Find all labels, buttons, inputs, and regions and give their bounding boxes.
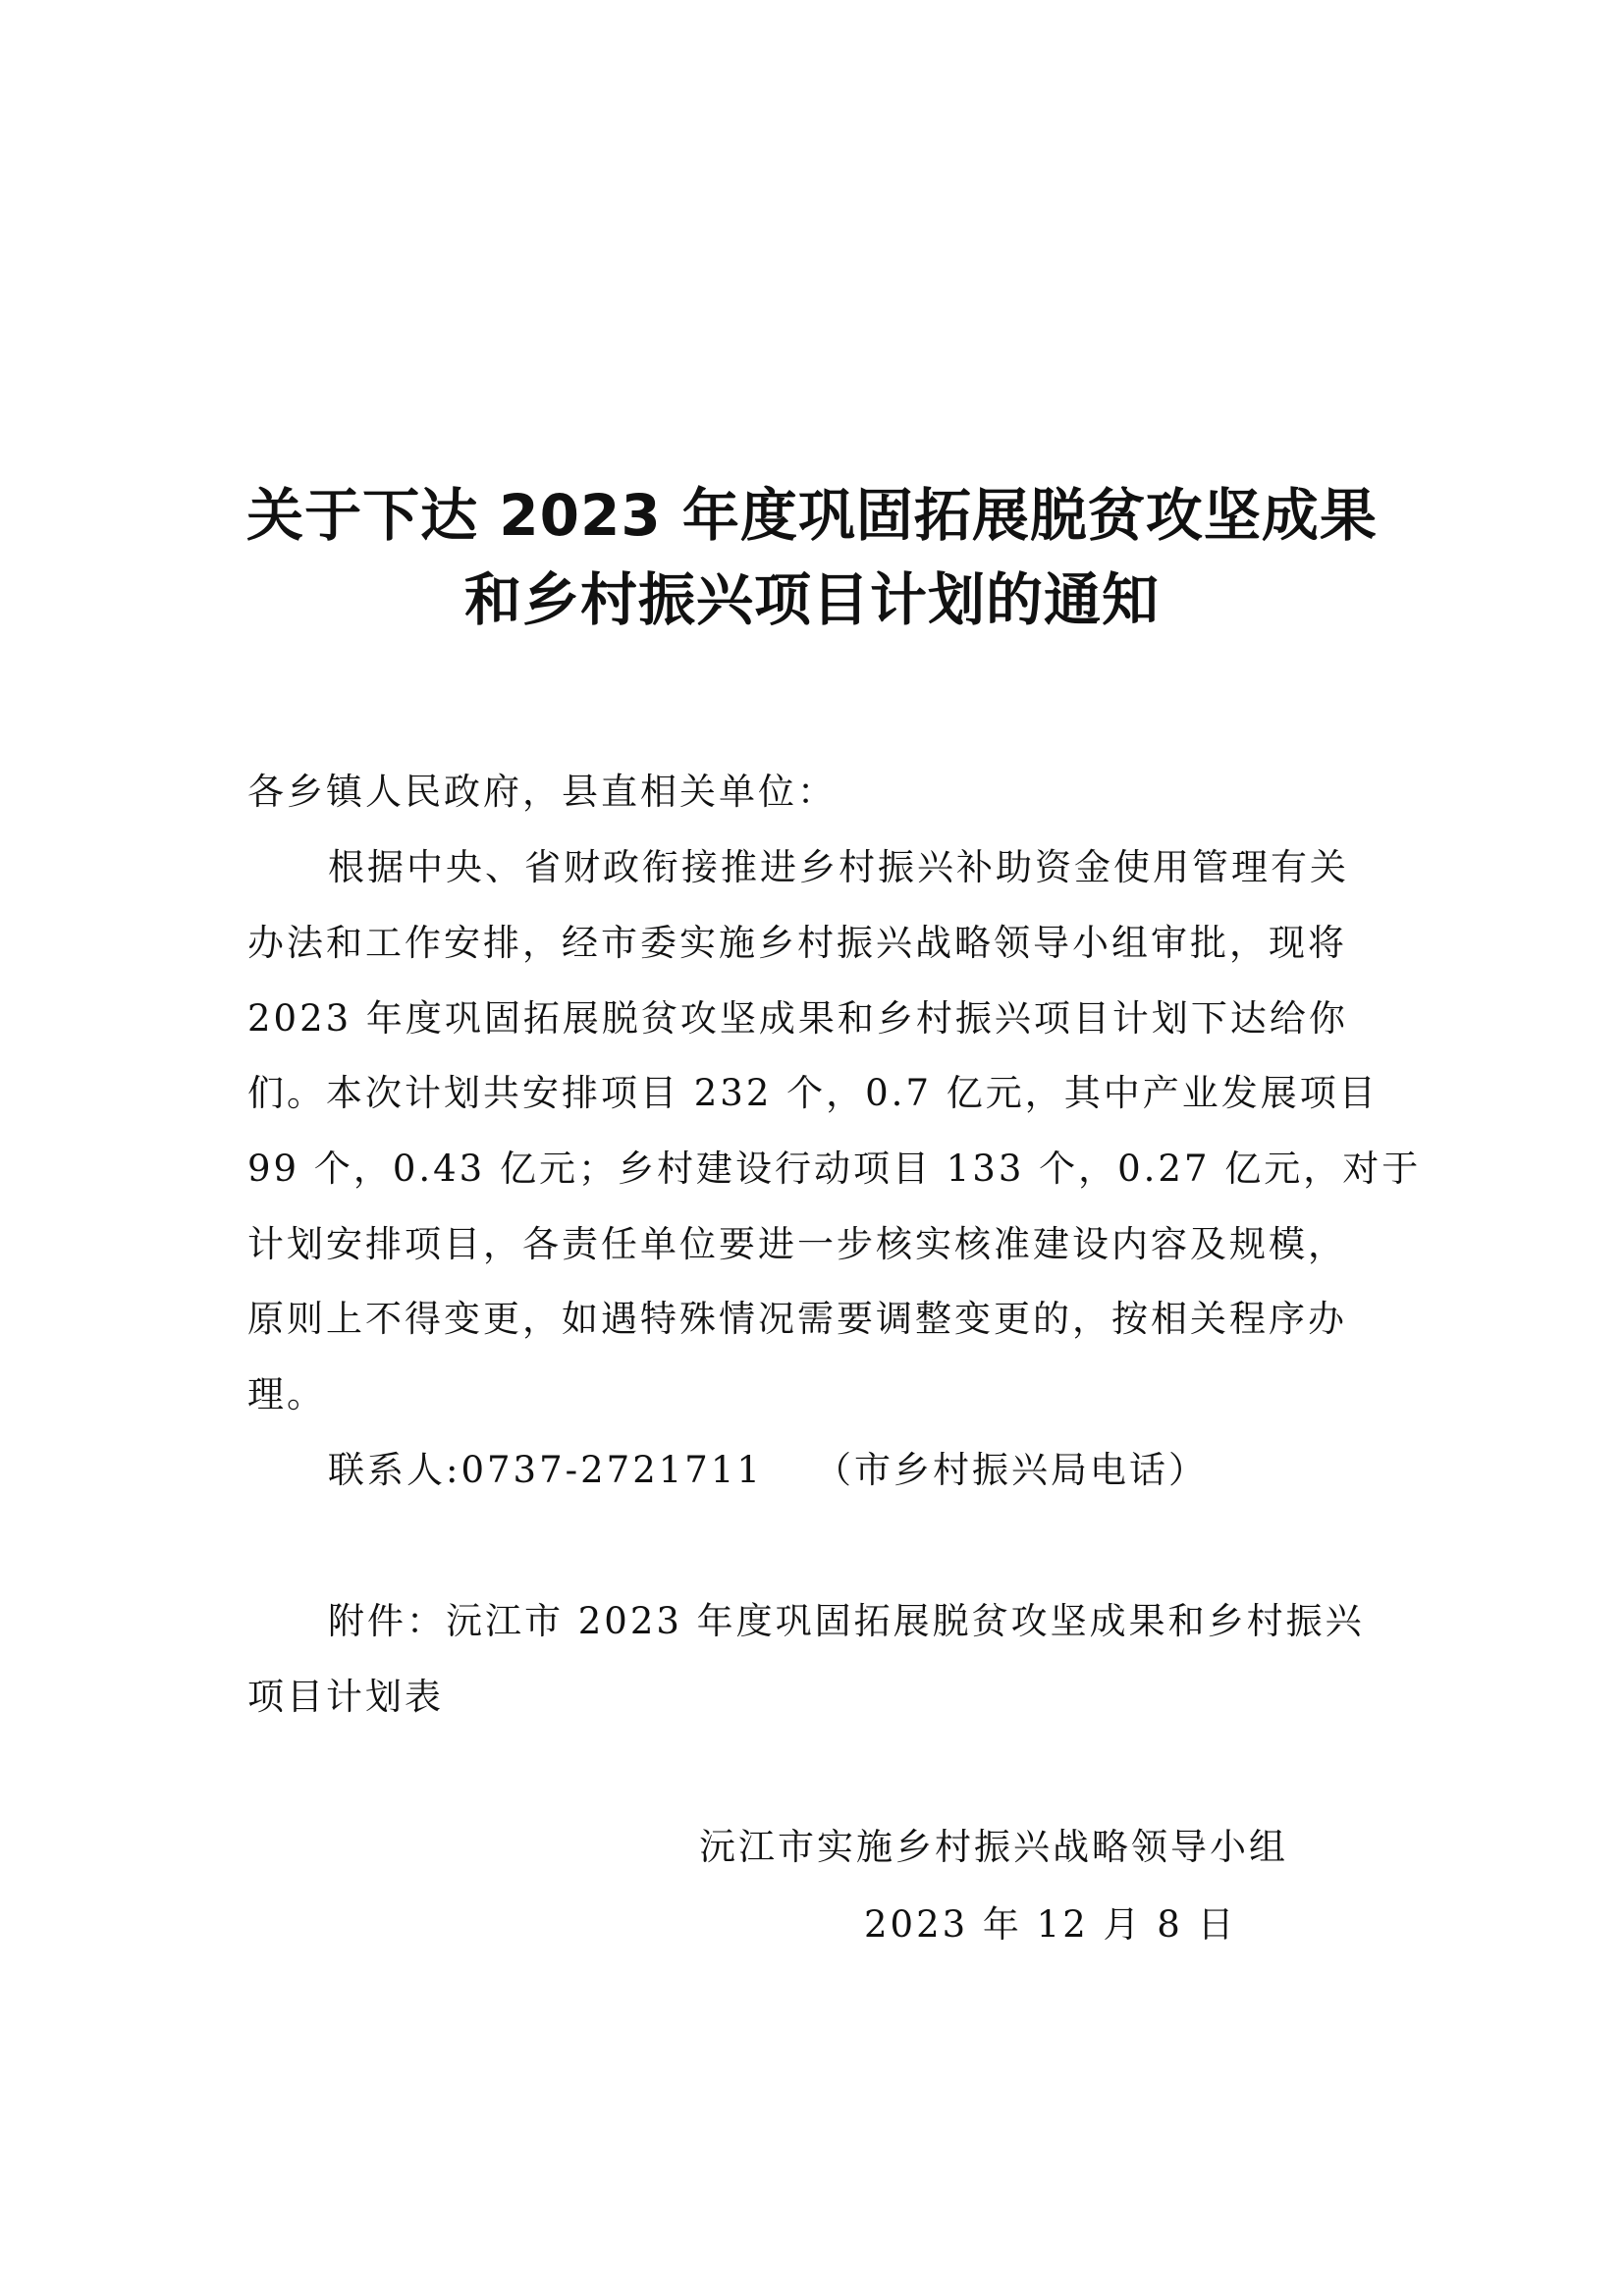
signature-date: 2023 年 12 月 8 日 <box>864 1903 1237 1946</box>
attachment-line: 附件：沅江市 2023 年度巩固拓展脱贫攻坚成果和乡村振兴 <box>328 1600 1365 1642</box>
paragraph-line: 原则上不得变更，如遇特殊情况需要调整变更的，按相关程序办 <box>247 1298 1347 1340</box>
paragraph-line: 办法和工作安排，经市委实施乡村振兴战略领导小组审批，现将 <box>247 922 1347 964</box>
contact-label: 联系人:0737-2721711 <box>328 1449 763 1491</box>
paragraph-line: 根据中央、省财政衔接推进乡村振兴补助资金使用管理有关 <box>328 846 1349 888</box>
contact-row <box>0 1447 1624 1494</box>
document-title-line-1: 关于下达 2023 年度巩固拓展脱贫攻坚成果 <box>246 482 1378 549</box>
paragraph-line: 2023 年度巩固拓展脱贫攻坚成果和乡村振兴项目计划下达给你 <box>247 997 1348 1040</box>
attachment-line: 项目计划表 <box>247 1676 444 1718</box>
paragraph-line: 99 个，0.43 亿元；乡村建设行动项目 133 个，0.27 亿元，对于 <box>247 1148 1422 1190</box>
paragraph-line: 理。 <box>247 1373 326 1415</box>
paragraph-line: 计划安排项目，各责任单位要进一步核实核准建设内容及规模， <box>247 1223 1347 1265</box>
signature-organization: 沅江市实施乡村振兴战略领导小组 <box>699 1826 1288 1868</box>
contact-note: （市乡村振兴局电话） <box>815 1449 1208 1491</box>
salutation: 各乡镇人民政府，县直相关单位： <box>247 771 837 813</box>
document-title-line-2: 和乡村振兴项目计划的通知 <box>463 566 1160 633</box>
paragraph-line: 们。本次计划共安排项目 232 个，0.7 亿元，其中产业发展项目 <box>247 1072 1379 1114</box>
